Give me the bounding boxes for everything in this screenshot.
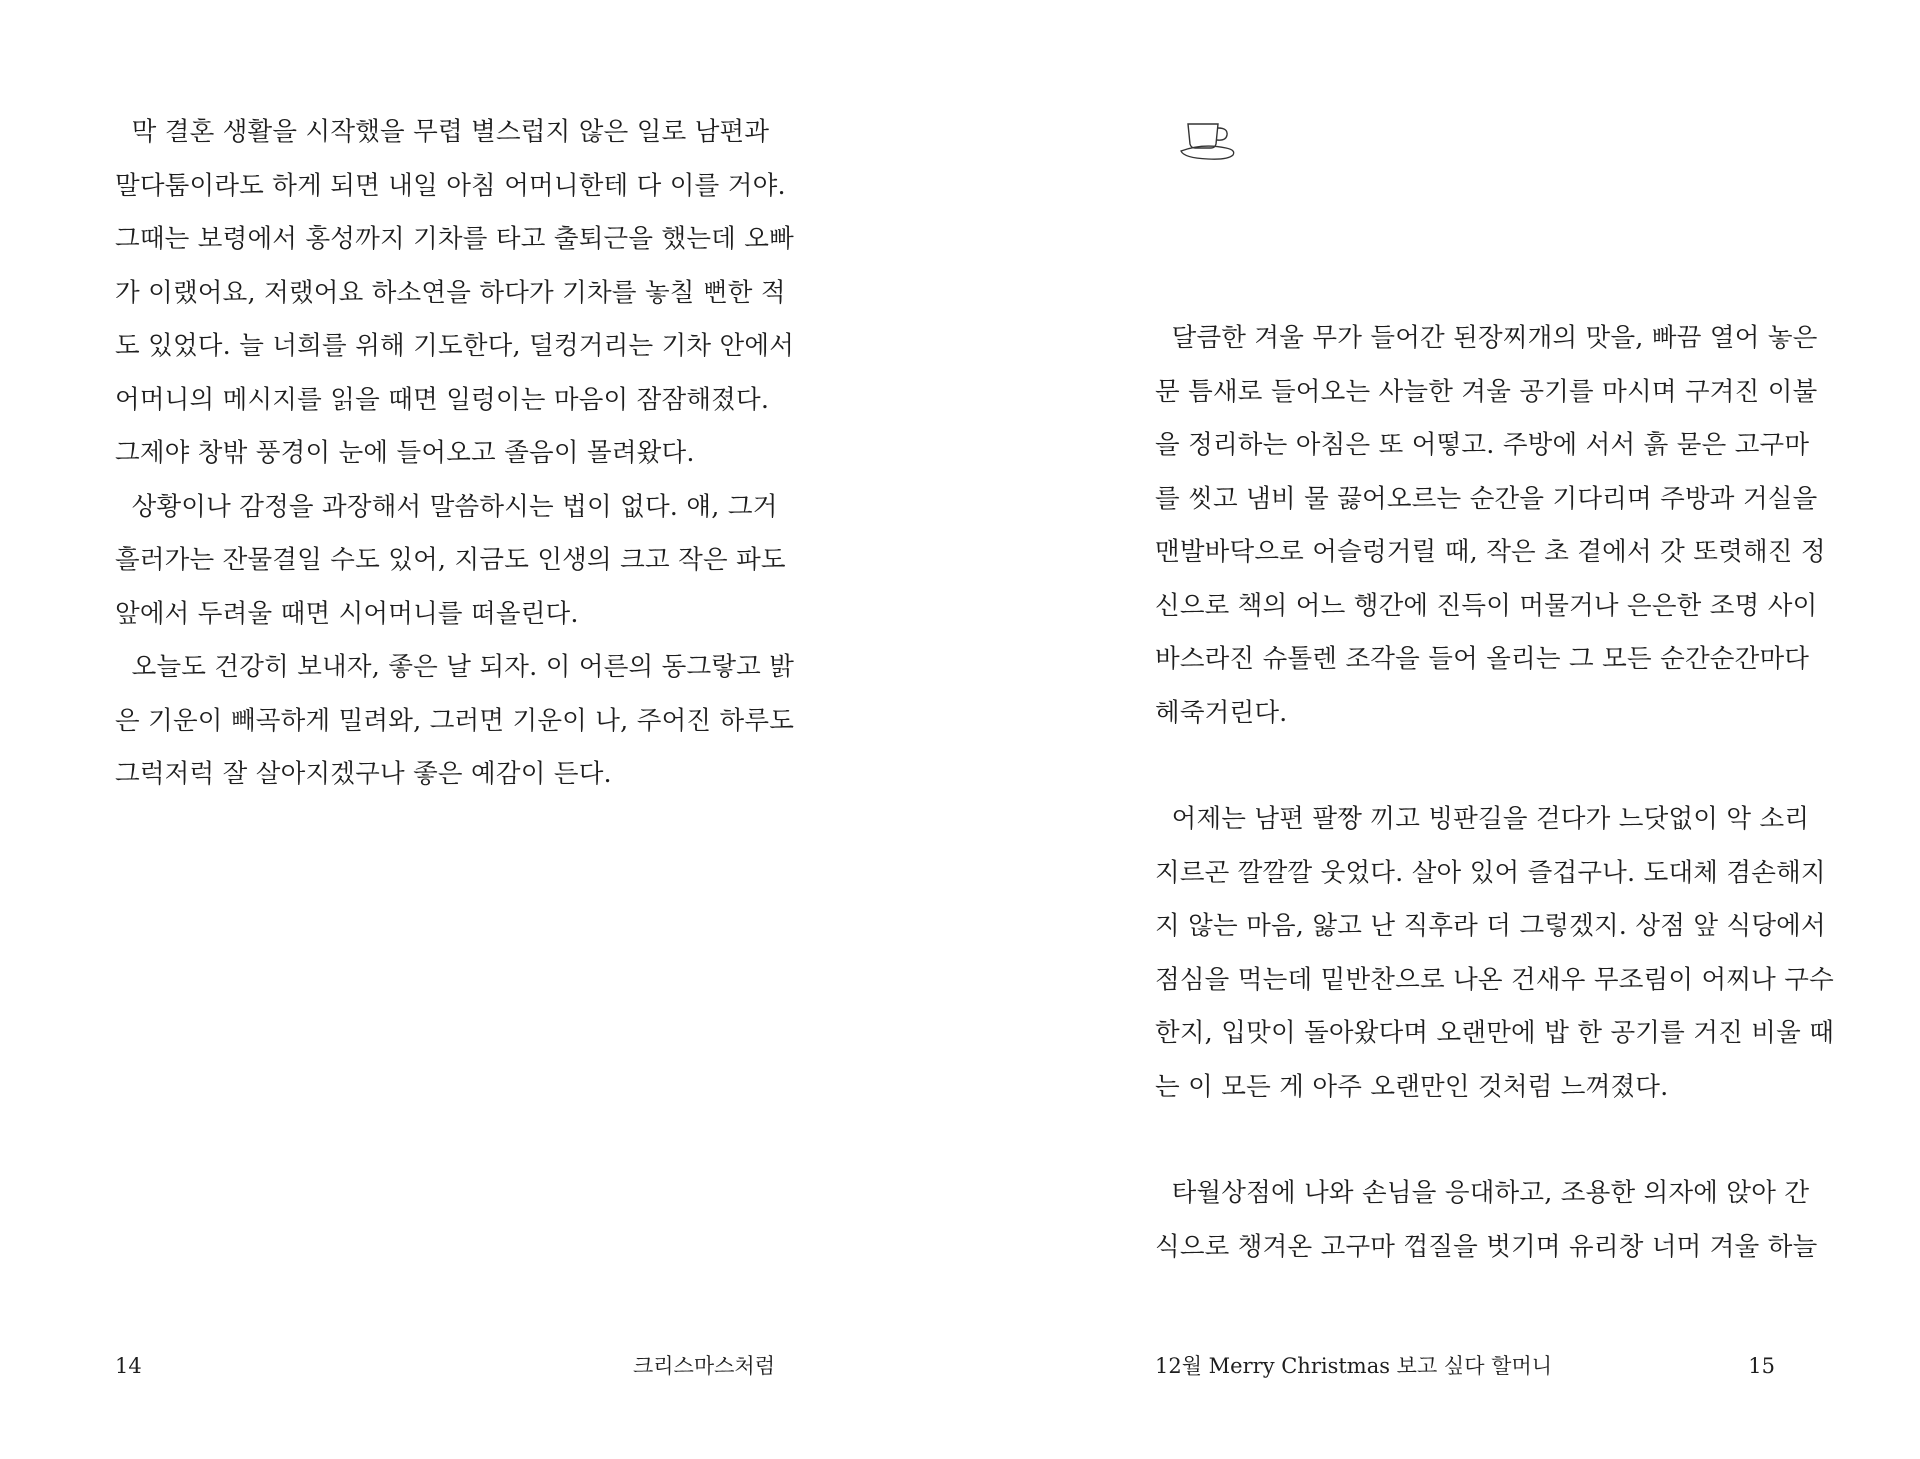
text-line: 말다툼이라도 하게 되면 내일 아침 어머니한테 다 이를 거야.	[115, 170, 786, 201]
coffee-cup-icon	[1178, 116, 1244, 164]
text-line: 바스라진 슈톨렌 조각을 들어 올리는 그 모든 순간순간마다	[1155, 644, 1810, 674]
right-page-body	[1155, 312, 1835, 1274]
text-line: 그제야 창밖 풍경이 눈에 들어오고 졸음이 몰려왔다.	[115, 438, 695, 468]
running-title-right: 12월 Merry Christmas 보고 싶다 할머니	[1155, 1354, 1553, 1378]
text-line: 가 이랬어요, 저랬어요 하소연을 하다가 기차를 놓칠 뻔한 적	[115, 277, 786, 308]
text-line: 타월상점에 나와 손님을 응대하고, 조용한 의자에 앉아 간	[1155, 1178, 1810, 1208]
text-line: 신으로 책의 어느 행간에 진득이 머물거나 은은한 조명 사이	[1155, 590, 1818, 621]
paragraph	[1155, 1167, 1818, 1274]
text-line: 맨발바닥으로 어슬렁거릴 때, 작은 초 곁에서 갓 또렷해진 정	[1155, 537, 1826, 567]
paragraph	[115, 481, 786, 642]
running-title-left: 크리스마스처럼	[632, 1354, 775, 1378]
page-number-left: 14	[115, 1354, 142, 1378]
text-line: 문 틈새로 들어오는 사늘한 겨울 공기를 마시며 구겨진 이불	[1155, 376, 1818, 407]
text-line: 는 이 모든 게 아주 오랜만인 것처럼 느껴졌다.	[1155, 1071, 1669, 1102]
page-number-right: 15	[1748, 1354, 1775, 1378]
text-line: 달큼한 겨울 무가 들어간 된장찌개의 맛을, 빠끔 열어 놓은	[1155, 323, 1818, 353]
text-line: 상황이나 감정을 과장해서 말씀하시는 법이 없다. 얘, 그거	[115, 491, 778, 522]
text-line: 을 정리하는 아침은 또 어떻고. 주방에 서서 흙 묻은 고구마	[1155, 430, 1810, 460]
text-line: 어머니의 메시지를 읽을 때면 일렁이는 마음이 잠잠해졌다.	[115, 384, 770, 415]
text-line: 지르곤 깔깔깔 웃었다. 살아 있어 즐겁구나. 도대체 겸손해지	[1155, 857, 1826, 888]
text-line: 점심을 먹는데 밑반찬으로 나온 건새우 무조림이 어찌나 구수	[1155, 964, 1834, 995]
text-line: 어제는 남편 팔짱 끼고 빙판길을 걷다가 느닷없이 악 소리	[1155, 804, 1810, 834]
text-line: 식으로 챙겨온 고구마 껍질을 벗기며 유리창 너머 겨울 하늘	[1155, 1231, 1818, 1262]
text-line: 도 있었다. 늘 너희를 위해 기도한다, 덜컹거리는 기차 안에서	[115, 331, 795, 361]
text-line: 오늘도 건강히 보내자, 좋은 날 되자. 이 어른의 동그랗고 밝	[115, 652, 795, 682]
text-line: 막 결혼 생활을 시작했을 무렵 별스럽지 않은 일로 남편과	[115, 117, 770, 147]
text-line: 한지, 입맛이 돌아왔다며 오랜만에 밥 한 공기를 거진 비울 때	[1155, 1018, 1835, 1048]
left-page-body	[115, 106, 795, 802]
text-line: 를 씻고 냄비 물 끓어오르는 순간을 기다리며 주방과 거실을	[1155, 483, 1818, 514]
text-line: 은 기운이 빼곡하게 밀려와, 그러면 기운이 나, 주어진 하루도	[115, 705, 795, 736]
text-line: 그때는 보령에서 홍성까지 기차를 타고 출퇴근을 했는데 오빠	[115, 224, 794, 254]
text-line: 지 않는 마음, 앓고 난 직후라 더 그렇겠지. 상점 앞 식당에서	[1155, 911, 1826, 941]
paragraph	[115, 641, 795, 802]
text-line: 헤죽거린다.	[1155, 697, 1288, 728]
right-page	[960, 0, 1920, 1459]
text-line: 흘러가는 잔물결일 수도 있어, 지금도 인생의 크고 작은 파도	[115, 545, 786, 575]
paragraph	[1155, 312, 1826, 740]
text-line: 앞에서 두려울 때면 시어머니를 떠올린다.	[115, 598, 579, 629]
paragraph	[115, 106, 795, 481]
text-line: 그럭저럭 잘 살아지겠구나 좋은 예감이 든다.	[115, 759, 612, 789]
paragraph	[1155, 793, 1835, 1114]
